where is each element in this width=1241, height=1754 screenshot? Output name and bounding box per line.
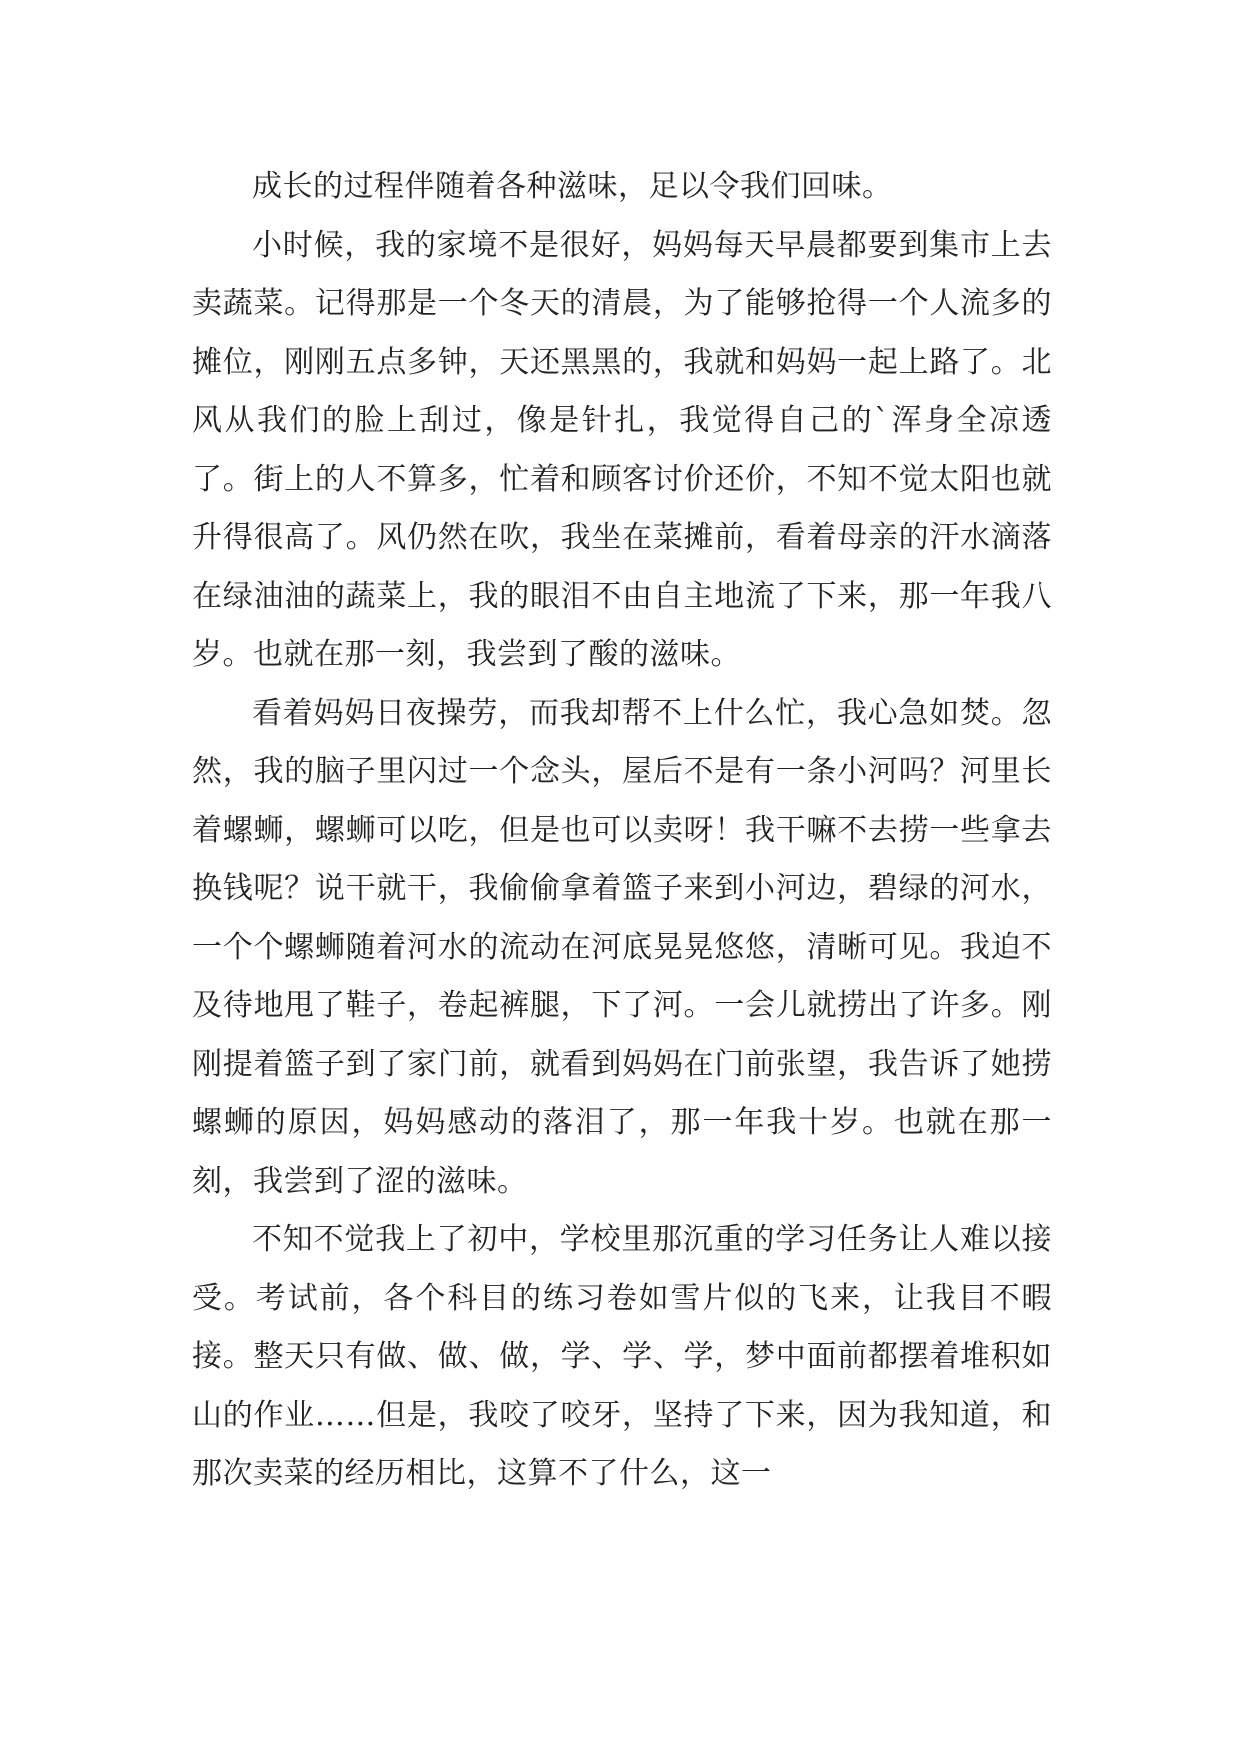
paragraph-1: 成长的过程伴随着各种滋味，足以令我们回味。 bbox=[252, 169, 893, 204]
paragraph-4: 不知不觉我上了初中，学校里那沉重的学习任务让人难以接受。考试前，各个科目的练习卷如雪片似的飞来，让我目不暇接。整天只有做、做、做，学、学、学，梦中面前都摆着堆积如山的作业……但是，我咬了咬牙，坚持了下来，因为我知道，和那次卖菜的经历相比，这算不了什么，这一 bbox=[192, 1222, 1052, 1491]
essay-body bbox=[192, 158, 1052, 1504]
paragraph-2: 小时候，我的家境不是很好，妈妈每天早晨都要到集市上去卖蔬菜。记得那是一个冬天的清晨，为了能够抢得一个人流多的摊位，刚刚五点多钟，天还黑黑的，我就和妈妈一起上路了。北风从我们的脸上刮过，像是针扎，我觉得自己的`浑身全凉透了。街上的人不算多，忙着和顾客讨价还价，不知不觉太阳也就升得很高了。风仍然在吹，我坐在菜摊前，看着母亲的汗水滴落在绿油油的蔬菜上，我的眼泪不由自主地流了下来，那一年我八岁。也就在那一刻，我尝到了酸的滋味。 bbox=[192, 227, 1052, 672]
paragraph-3: 看着妈妈日夜操劳，而我却帮不上什么忙，我心急如焚。忽然，我的脑子里闪过一个念头，屋后不是有一条小河吗？河里长着螺蛳，螺蛳可以吃，但是也可以卖呀！我干嘛不去捞一些拿去换钱呢？说干就干，我偷偷拿着篮子来到小河边，碧绿的河水，一个个螺蛳随着河水的流动在河底晃晃悠悠，清晰可见。我迫不及待地甩了鞋子，卷起裤腿，下了河。一会儿就捞出了许多。刚刚提着篮子到了家门前，就看到妈妈在门前张望，我告诉了她捞螺蛳的原因，妈妈感动的落泪了，那一年我十岁。也就在那一刻，我尝到了涩的滋味。 bbox=[192, 695, 1052, 1199]
